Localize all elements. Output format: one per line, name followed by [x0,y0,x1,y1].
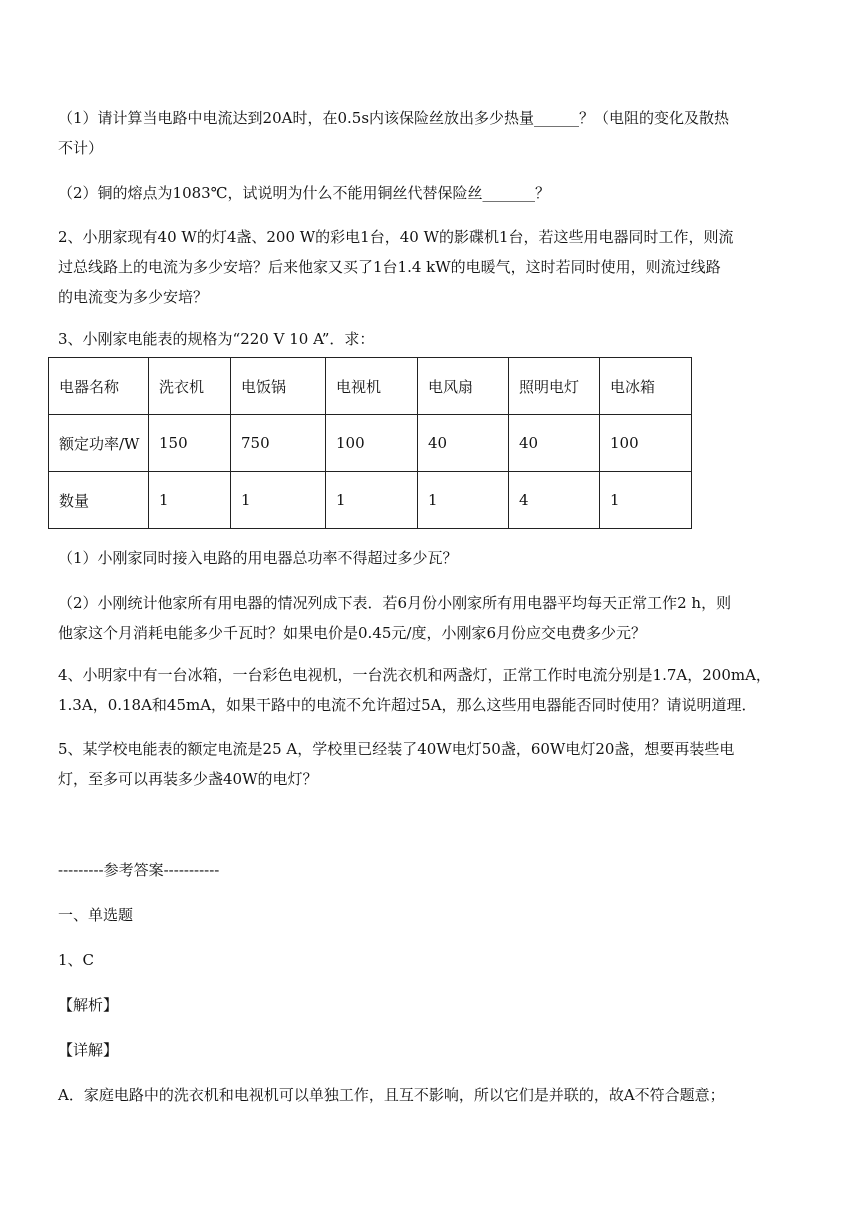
table-cell: 电器名称 [49,358,149,415]
table-cell: 数量 [49,472,149,529]
table-cell: 1 [418,472,509,529]
table-cell: 1 [326,472,418,529]
table-cell: 750 [231,415,326,472]
table-cell: 150 [149,415,231,472]
table-cell: 额定功率/W [49,415,149,472]
table-cell: 电饭锅 [231,358,326,415]
table-cell: 1 [149,472,231,529]
analysis-label: 【解析】 [58,996,119,1014]
table-cell: 1 [600,472,692,529]
option-a-explanation: A．家庭电路中的洗衣机和电视机可以单独工作，且互不影响，所以它们是并联的，故A不符合题意； [58,1086,725,1104]
question-1-part1-line1: （1）请计算当电路中电流达到20A时，在0.5s内该保险丝放出多少热量______？（电阻的变化及散热 [58,109,730,127]
table-cell: 电冰箱 [600,358,692,415]
question-3-part2-line2: 他家这个月消耗电能多少千瓦时？如果电价是0.45元/度，小刚家6月份应交电费多少元？ [58,624,646,642]
question-1-part2: （2）铜的熔点为1083℃，试说明为什么不能用铜丝代替保险丝_______？ [58,184,550,202]
table-cell: 洗衣机 [149,358,231,415]
question-5-line1: 5、某学校电能表的额定电流是25 A，学校里已经装了40W电灯50盏，60W电灯20盏，想要再装些电 [58,740,735,758]
question-4-line2: 1.3A，0.18A和45mA，如果干路中的电流不允许超过5A，那么这些用电器能否同时使用？请说明道理． [58,696,757,714]
detail-label: 【详解】 [58,1041,119,1059]
table-row [49,415,692,472]
table-cell: 100 [600,415,692,472]
table-cell: 1 [231,472,326,529]
question-4-line1: 4、小明家中有一台冰箱，一台彩色电视机，一台洗衣机和两盏灯，正常工作时电流分别是1.7A，200mA， [58,666,771,684]
question-2-line2: 过总线路上的电流为多少安培？后来他家又买了1台1.4 kW的电暖气，这时若同时使用，则流过线路 [58,258,721,276]
question-3-stem: 3、小刚家电能表的规格为“220 V 10 A”．求： [58,330,375,348]
question-3-part1: （1）小刚家同时接入电路的用电器总功率不得超过多少瓦？ [58,549,458,567]
question-2-line1: 2、小朋家现有40 W的灯4盏、200 W的彩电1台，40 W的影碟机1台，若这些用电器同时工作，则流 [58,228,734,246]
section-heading: 一、单选题 [58,906,134,924]
answer-divider: ---------参考答案----------- [58,861,220,879]
table-cell: 照明电灯 [509,358,600,415]
table-row [49,358,692,415]
table-cell: 电风扇 [418,358,509,415]
table-cell: 4 [509,472,600,529]
table-cell: 电视机 [326,358,418,415]
table-cell: 40 [418,415,509,472]
table-cell: 100 [326,415,418,472]
table-row [49,472,692,529]
question-3-part2-line1: （2）小刚统计他家所有用电器的情况列成下表．若6月份小刚家所有用电器平均每天正常工作2 h，则 [58,594,732,612]
answer-1: 1、C [58,951,95,969]
question-2-line3: 的电流变为多少安培？ [58,288,209,306]
question-5-line2: 灯，至多可以再装多少盏40W的电灯？ [58,770,318,788]
table-cell: 40 [509,415,600,472]
question-1-part1-line2: 不计） [58,139,104,157]
appliance-table [48,357,692,529]
